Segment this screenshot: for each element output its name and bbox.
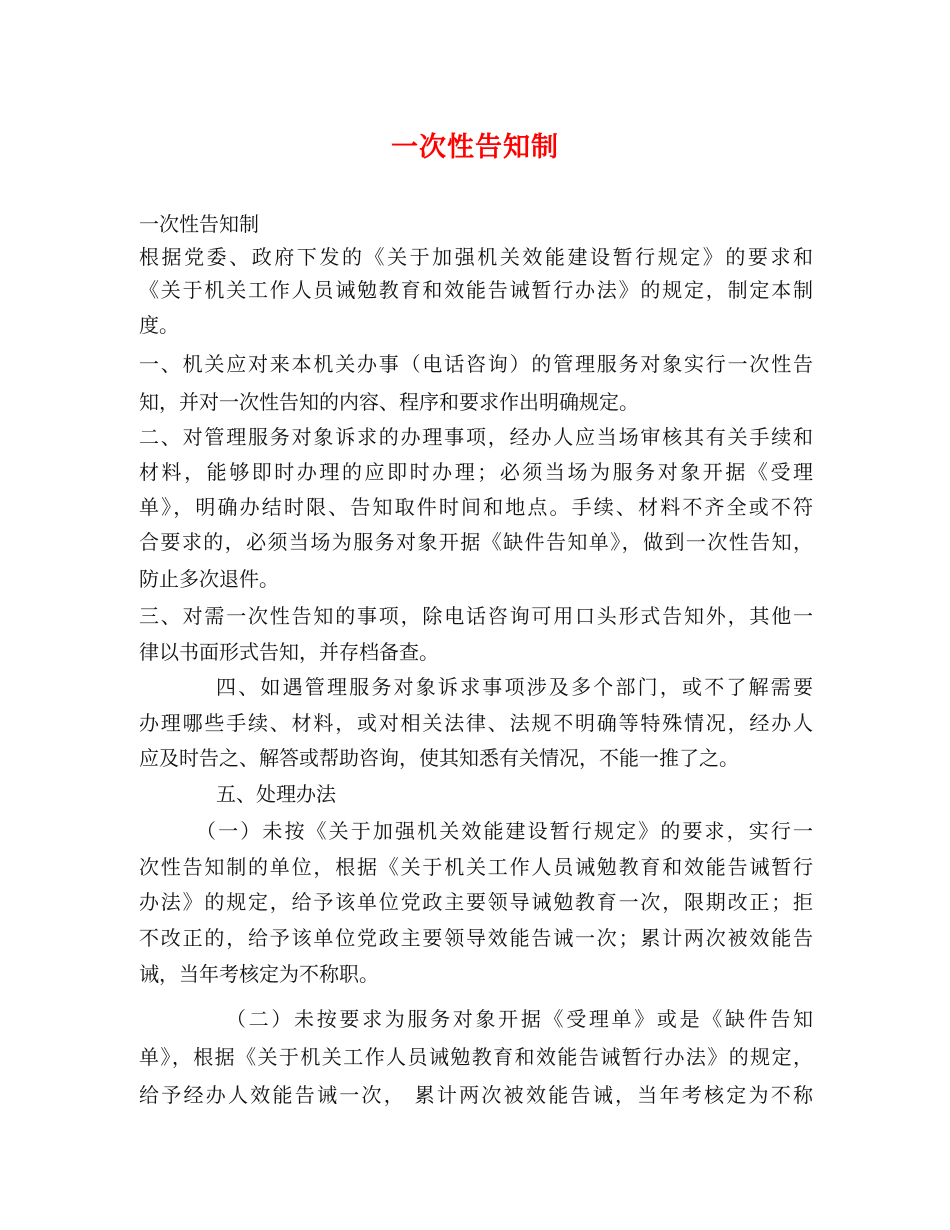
text-line: 应及时告之、解答或帮助咨询，使其知悉有关情况，不能一推了之。 (139, 746, 739, 770)
document-title: 一次性告知制 (391, 132, 559, 163)
text-line: 给予经办人效能告诫一次， 累计两次被效能告诫，当年考核定为不称 (139, 1083, 813, 1107)
text-line: 根据党委、政府下发的《关于加强机关效能建设暂行规定》的要求和 (139, 245, 813, 269)
text-line: （一）未按《关于加强机关效能建设暂行规定》的要求，实行一 (196, 819, 813, 843)
text-line: 三、对需一次性告知的事项，除电话咨询可用口头形式告知外，其他一 (139, 604, 813, 628)
text-line: 材料，能够即时办理的应即时办理；必须当场为服务对象开据《受理 (139, 460, 813, 484)
text-line: 诫，当年考核定为不称职。 (139, 962, 379, 986)
text-line: 《关于机关工作人员诫勉教育和效能告诫暂行办法》的规定，制定本制 (139, 278, 813, 302)
text-line: 防止多次退件。 (139, 567, 279, 591)
text-line: 一、机关应对来本机关办事（电话咨询）的管理服务对象实行一次性告 (139, 352, 813, 376)
text-line: 单》，根据《关于机关工作人员诫勉教育和效能告诫暂行办法》的规定， (139, 1045, 813, 1069)
text-line: 合要求的，必须当场为服务对象开据《缺件告知单》，做到一次性告知， (139, 530, 813, 554)
text-line: 四、如遇管理服务对象诉求事项涉及多个部门，或不了解需要 (216, 675, 813, 699)
text-line: （二）未按要求为服务对象开据《受理单》或是《缺件告知 (226, 1007, 813, 1031)
text-line: 二、对管理服务对象诉求的办理事项，经办人应当场审核其有关手续和 (139, 425, 813, 449)
text-line: 单》，明确办结时限、告知取件时间和地点。手续、材料不齐全或不符 (139, 495, 813, 519)
text-line: 知，并对一次性告知的内容、程序和要求作出明确规定。 (139, 390, 639, 414)
text-line: 办理哪些手续、材料，或对相关法律、法规不明确等特殊情况，经办人 (139, 711, 813, 735)
text-line: 律以书面形式告知，并存档备查。 (139, 640, 439, 664)
text-line: 不改正的，给予该单位党政主要领导效能告诫一次；累计两次被效能告 (139, 926, 813, 950)
text-line: 度。 (139, 313, 179, 337)
text-line: 五、处理办法 (216, 782, 336, 806)
text-line: 一次性告知制 (139, 212, 259, 236)
text-line: 次性告知制的单位，根据《关于机关工作人员诫勉教育和效能告诫暂行 (139, 855, 813, 879)
text-line: 办法》的规定，给予该单位党政主要领导诫勉教育一次，限期改正；拒 (139, 890, 813, 914)
